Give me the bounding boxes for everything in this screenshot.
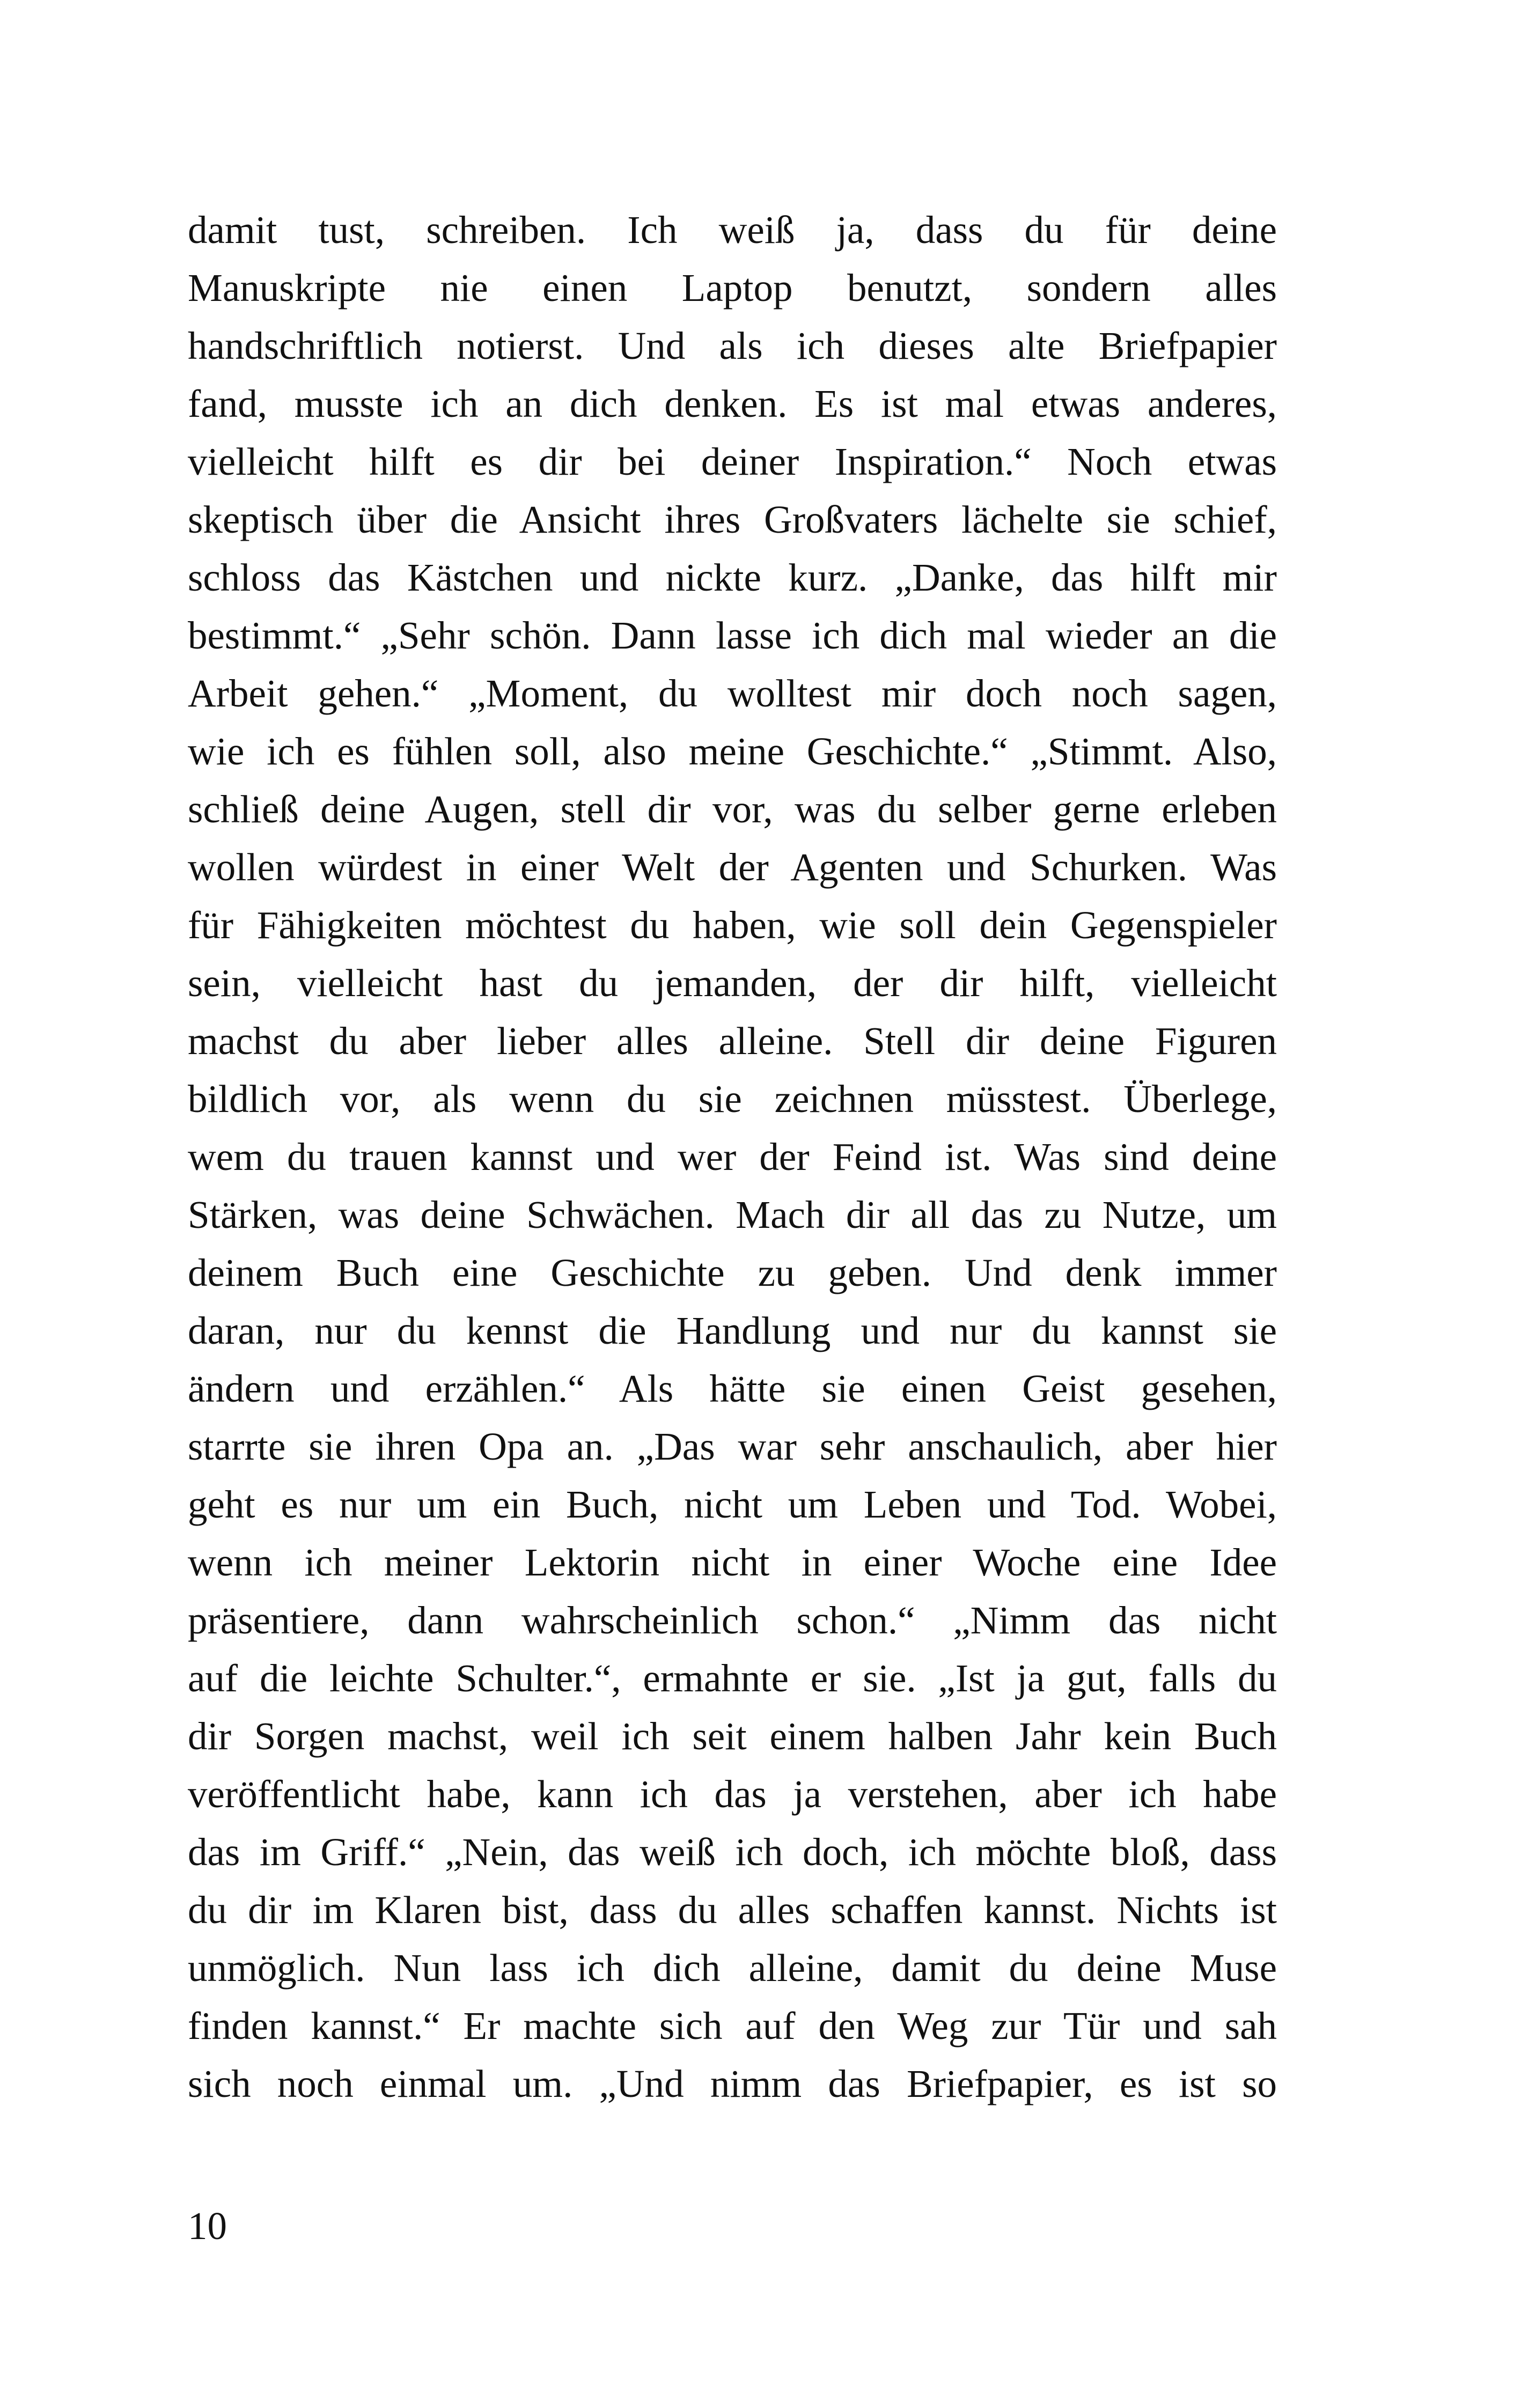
text-line: für Fähigkeiten möchtest du haben, wie soll dein Gegenspieler (188, 903, 1277, 947)
text-line: bestimmt.“ „Sehr schön. Dann lasse ich dich mal wieder an die (188, 614, 1277, 657)
text-line: wenn ich meiner Lektorin nicht in einer Woche eine Idee (188, 1541, 1277, 1584)
text-line: handschriftlich notierst. Und als ich dieses alte Briefpapier (188, 324, 1277, 367)
text-line: unmöglich. Nun lass ich dich alleine, damit du deine Muse (188, 1946, 1277, 1990)
text-line: Manuskripte nie einen Laptop benutzt, sondern alles (188, 266, 1277, 310)
text-line: schloss das Kästchen und nickte kurz. „Danke, das hilft mir (188, 556, 1277, 599)
text-line: Arbeit gehen.“ „Moment, du wolltest mir doch noch sagen, (188, 672, 1277, 715)
text-line: das im Griff.“ „Nein, das weiß ich doch, ich möchte bloß, dass (188, 1830, 1277, 1874)
text-line: wem du trauen kannst und wer der Feind ist. Was sind deine (188, 1135, 1277, 1179)
text-line: bildlich vor, als wenn du sie zeichnen müsstest. Überlege, (188, 1077, 1277, 1121)
text-line: ändern und erzählen.“ Als hätte sie einen Geist gesehen, (188, 1367, 1277, 1410)
text-line: präsentiere, dann wahrscheinlich schon.“ „Nimm das nicht (188, 1599, 1277, 1642)
text-line: sein, vielleicht hast du jemanden, der dir hilft, vielleicht (188, 961, 1277, 1005)
text-line: starrte sie ihren Opa an. „Das war sehr anschaulich, aber hier (188, 1425, 1277, 1468)
text-line: veröffentlicht habe, kann ich das ja verstehen, aber ich habe (188, 1772, 1277, 1816)
text-line: machst du aber lieber alles alleine. Stell dir deine Figuren (188, 1019, 1277, 1063)
text-line: fand, musste ich an dich denken. Es ist mal etwas anderes, (188, 382, 1277, 425)
page-number: 10 (188, 2204, 227, 2248)
text-line: skeptisch über die Ansicht ihres Großvaters lächelte sie schief, (188, 498, 1277, 541)
text-line: schließ deine Augen, stell dir vor, was du selber gerne erleben (188, 787, 1277, 831)
text-line: wie ich es fühlen soll, also meine Geschichte.“ „Stimmt. Also, (188, 730, 1277, 773)
text-line: finden kannst.“ Er machte sich auf den Weg zur Tür und sah (188, 2004, 1277, 2048)
text-line: auf die leichte Schulter.“, ermahnte er sie. „Ist ja gut, falls du (188, 1656, 1277, 1700)
text-line: dir Sorgen machst, weil ich seit einem halben Jahr kein Buch (188, 1714, 1277, 1758)
text-line: geht es nur um ein Buch, nicht um Leben und Tod. Wobei, (188, 1483, 1277, 1526)
text-line: sich noch einmal um. „Und nimm das Briefpapier, es ist so (188, 2062, 1277, 2105)
text-line: wollen würdest in einer Welt der Agenten und Schurken. Was (188, 845, 1277, 889)
text-line: du dir im Klaren bist, dass du alles schaffen kannst. Nichts ist (188, 1888, 1277, 1932)
text-line: deinem Buch eine Geschichte zu geben. Und denk immer (188, 1251, 1277, 1294)
text-line: damit tust, schreiben. Ich weiß ja, dass du für deine (188, 208, 1277, 252)
body-text (188, 201, 1277, 2113)
text-line: vielleicht hilft es dir bei deiner Inspiration.“ Noch etwas (188, 440, 1277, 483)
text-line: Stärken, was deine Schwächen. Mach dir all das zu Nutze, um (188, 1193, 1277, 1236)
text-line: daran, nur du kennst die Handlung und nur du kannst sie (188, 1309, 1277, 1352)
